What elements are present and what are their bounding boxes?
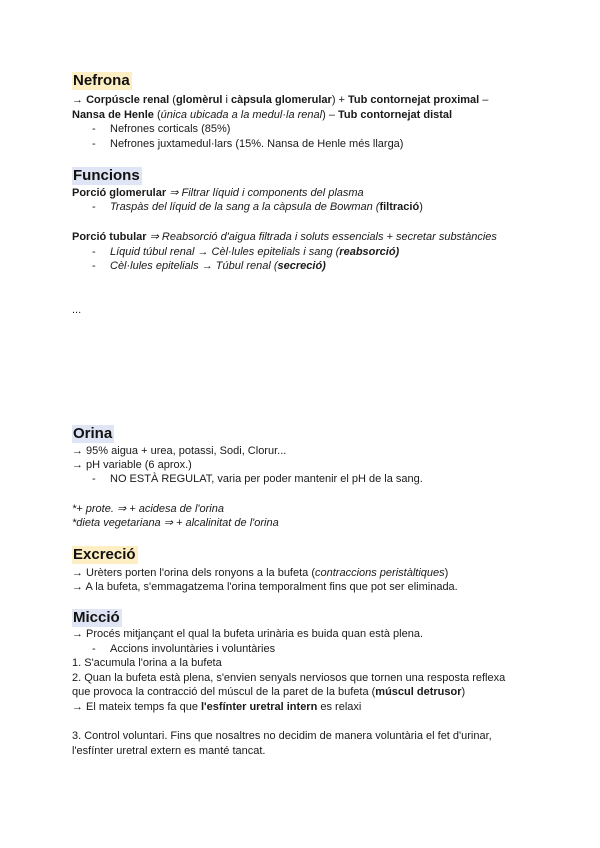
- funcions-tubular: [72, 230, 497, 244]
- text: –: [479, 94, 489, 106]
- heading-nefrona: Nefrona: [73, 72, 130, 89]
- bullet: -: [92, 123, 96, 135]
- orina-note-1: *+ prote. ⇒ + acidesa de l'orina: [72, 503, 224, 515]
- term-contraccions: contraccions peristàltiques: [315, 567, 445, 579]
- term-reabsorcio: reabsorció): [339, 246, 400, 258]
- heading-excrecio: Excreció: [73, 546, 136, 563]
- heading-miccio: Micció: [73, 609, 120, 626]
- text: ): [461, 686, 466, 698]
- text: que provoca la contracció del múscul de la paret de la bufeta (: [72, 686, 376, 698]
- text: ): [419, 201, 423, 213]
- list-item: [92, 472, 423, 486]
- text: Cèl·lules epitelials → Túbul renal (: [110, 260, 278, 272]
- text: (: [169, 94, 176, 106]
- list-item-text: Nefrones juxtamedul·lars (15%. Nansa de Henle més llarga): [110, 138, 404, 150]
- excrecio-line-2: → A la bufeta, s'emmagatzema l'orina temporalment fins que pot ser eliminada.: [72, 581, 458, 593]
- ellipsis: ...: [72, 304, 82, 316]
- text: ) –: [322, 109, 338, 121]
- term-capsula: càpsula glomerular: [230, 94, 332, 106]
- text: Traspàs del líquid de la sang a la càpsula de Bowman (: [110, 201, 380, 213]
- miccio-step-1: 1. S'acumula l'orina a la bufeta: [72, 657, 222, 669]
- term-porcio-tubular: Porció tubular: [72, 231, 147, 243]
- orina-note-2: *dieta vegetariana ⇒ + alcalinitat de l'orina: [72, 517, 279, 529]
- bullet: -: [92, 201, 96, 213]
- term-esfinter-intern: l'esfínter uretral intern: [201, 701, 318, 713]
- orina-line-2: → pH variable (6 aprox.): [72, 459, 192, 471]
- term-nansa: Nansa de Henle: [72, 109, 154, 121]
- term-tub-proximal: Tub contornejat proximal: [348, 94, 480, 106]
- text: → El mateix temps fa que: [72, 701, 201, 713]
- list-item: [92, 259, 326, 273]
- list-item: [92, 200, 423, 214]
- orina-line-1: → 95% aigua + urea, potassi, Sodi, Clorur...: [72, 445, 287, 457]
- miccio-step-3-cont: l'esfínter uretral extern es manté tancat.: [72, 745, 266, 757]
- term-corpuscle: Corpúscle renal: [86, 94, 170, 106]
- term-porcio-glomerular: Porció glomerular: [72, 187, 167, 199]
- list-item: [92, 137, 403, 151]
- bullet: -: [92, 260, 96, 272]
- text: Líquid túbul renal → Cèl·lules epitelials i sang (: [110, 246, 340, 258]
- list-item: [92, 245, 399, 259]
- text: (: [153, 109, 161, 121]
- miccio-step-2-cont: [72, 685, 465, 699]
- arrow: →: [72, 94, 87, 106]
- bullet: -: [92, 643, 96, 655]
- bullet: -: [92, 246, 96, 258]
- text: ) +: [331, 94, 349, 106]
- excrecio-line-1: [72, 566, 448, 580]
- text: ⇒ Reabsorció d'aigua filtrada i soluts essencials + secretar substàncies: [146, 231, 497, 243]
- text: ): [444, 567, 449, 579]
- list-item-text: NO ESTÀ REGULAT, varia per poder mantenir el pH de la sang.: [110, 473, 423, 485]
- list-item: [92, 642, 275, 656]
- term-detrusor: múscul detrusor: [375, 686, 462, 698]
- bullet: -: [92, 473, 96, 485]
- term-filtracio: filtració: [379, 201, 420, 213]
- heading-funcions: Funcions: [73, 167, 140, 184]
- miccio-line-1: → Procés mitjançant el qual la bufeta urinària es buida quan està plena.: [72, 628, 423, 640]
- miccio-step-2: 2. Quan la bufeta està plena, s'envien senyals nerviosos que tornen una resposta reflexa: [72, 672, 506, 684]
- bullet: -: [92, 138, 96, 150]
- miccio-step-2-arrow: [72, 700, 361, 714]
- nefrona-line-1: [72, 93, 488, 107]
- text: ⇒ Filtrar líquid i components del plasma: [166, 187, 364, 199]
- list-item-text: Nefrones corticals (85%): [110, 123, 231, 135]
- miccio-step-3: 3. Control voluntari. Fins que nosaltres no decidim de manera voluntària el fet d'urinar,: [72, 730, 492, 742]
- term-secrecio: secreció): [277, 260, 326, 272]
- list-item-text: Accions involuntàries i voluntàries: [110, 643, 276, 655]
- text: i: [222, 94, 231, 106]
- note-medulla: única ubicada a la medul·la renal: [160, 109, 323, 121]
- text: → Urèters porten l'orina dels ronyons a la bufeta (: [72, 567, 315, 579]
- heading-orina: Orina: [73, 425, 113, 442]
- term-glomerul: glomèrul: [175, 94, 223, 106]
- nefrona-line-2: [72, 108, 452, 122]
- text: es relaxi: [317, 701, 362, 713]
- list-item: [92, 122, 230, 136]
- term-tub-distal: Tub contornejat distal: [338, 109, 453, 121]
- funcions-glomerular: [72, 186, 364, 200]
